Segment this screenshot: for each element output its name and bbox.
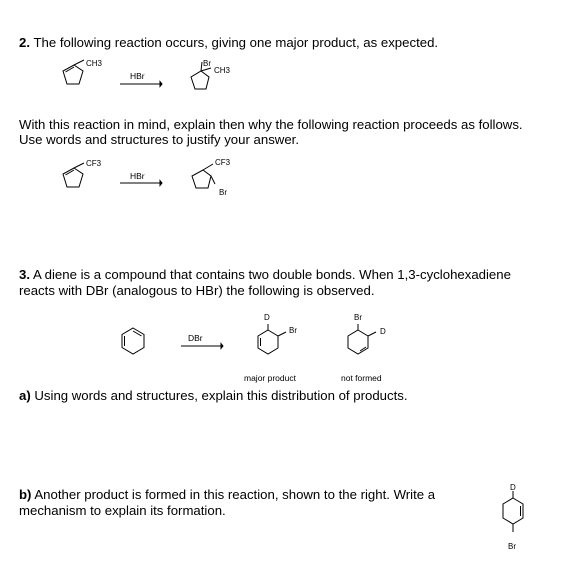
reactant-ch3-label: CH3 [86,59,103,68]
reaction-arrow-3 [181,342,223,350]
q3-part-a [19,388,408,404]
minor-product-structure [340,318,384,362]
side-d-label: D [510,483,516,492]
major-product-caption: major product [244,373,296,383]
q3-line1 [19,267,511,283]
q2-para-line1: With this reaction in mind, explain then why the following reaction proceeds as follows. [19,117,523,132]
reagent-dbr: DBr [188,333,203,343]
side-product-structure [495,488,531,544]
q3-line1-text: A diene is a compound that contains two double bonds. When 1,3-cyclohexadiene [32,267,511,282]
cyclohexadiene-structure [113,325,153,365]
q3-part-b-line1 [19,487,435,503]
reaction-arrow-2 [120,179,162,187]
q3-line2: reacts with DBr (analogous to HBr) the following is observed. [19,283,375,298]
q2-para-line2: Use words and structures to justify your answer. [19,132,299,147]
major-br-label: Br [289,326,297,335]
part-b-line1-text: Another product is formed in this reaction, shown to the right. Write a [34,487,436,502]
part-a-label: a) [19,388,31,403]
reaction-arrow-1 [120,80,162,88]
major-d-label: D [264,313,270,322]
q2-text: The following reaction occurs, giving one major product, as expected. [33,35,439,50]
q2-number: 2. [19,35,30,50]
part-a-text: Using words and structures, explain this distribution of products. [34,388,408,403]
product-br-label-2: Br [219,188,227,197]
major-product-structure [250,318,294,362]
q3-part-b-line2: mechanism to explain its formation. [19,503,226,518]
q3-number: 3. [19,267,30,282]
product-ch3-label: CH3 [214,66,231,75]
minor-br-label: Br [354,313,362,322]
reagent-hbr-2: HBr [130,171,145,181]
reagent-hbr-1: HBr [130,71,145,81]
product-cf3-label: CF3 [215,158,231,167]
reactant-cf3-label: CF3 [86,159,102,168]
part-b-label: b) [19,487,32,502]
minor-d-label: D [380,327,386,336]
product-br-label: Br [203,59,211,68]
q2-header [19,35,438,51]
not-formed-caption: not formed [341,373,382,383]
side-br-label: Br [508,542,516,551]
